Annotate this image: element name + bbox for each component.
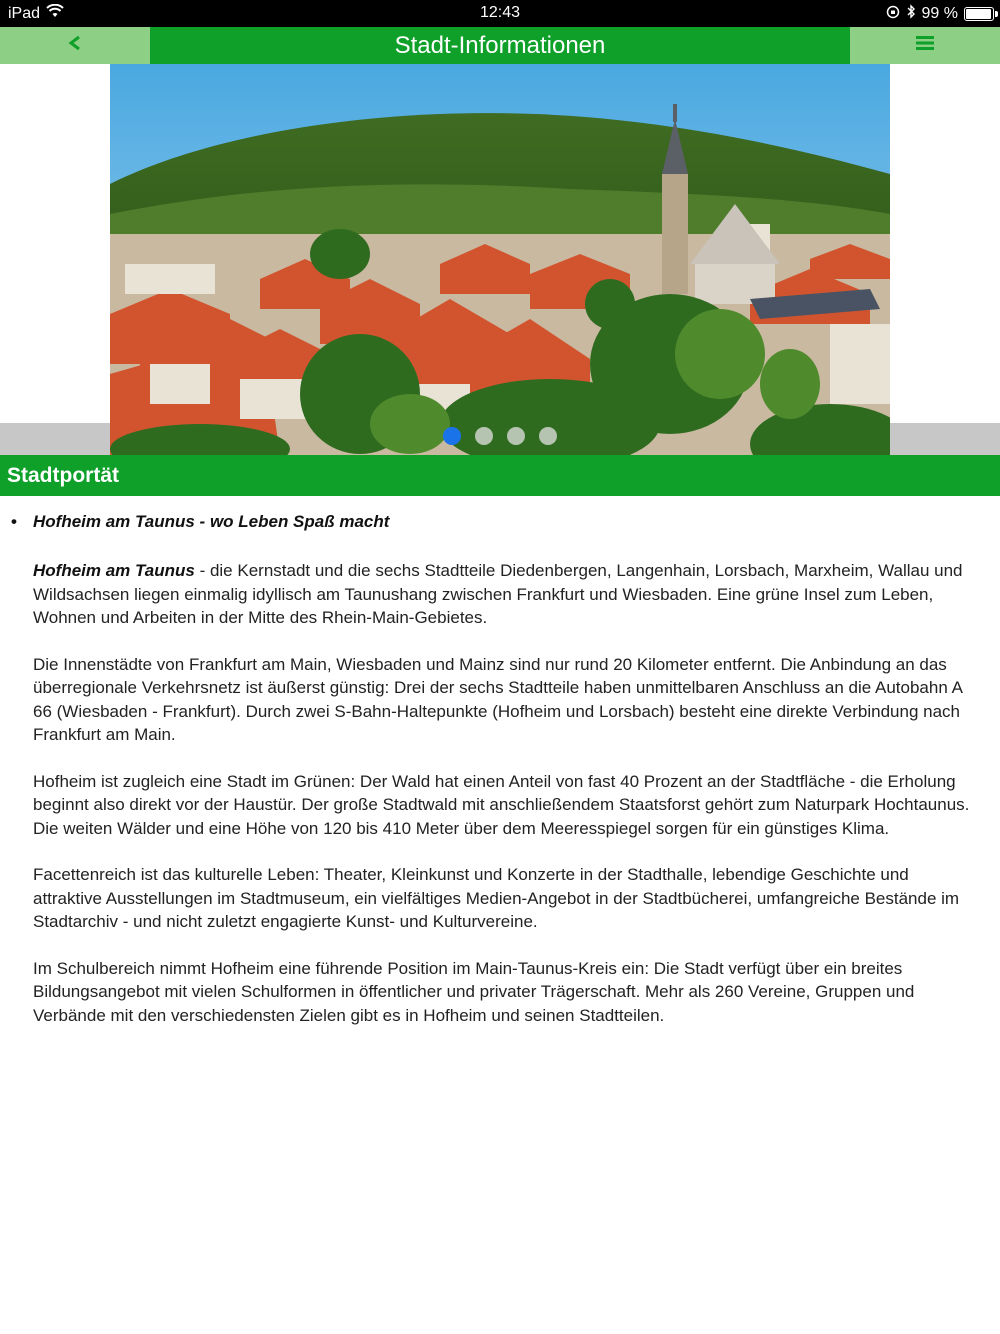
device-name: iPad (8, 4, 41, 22)
back-chevron-icon (67, 35, 83, 56)
paragraph-transport: Die Innenstädte von Frankfurt am Main, Wiesbaden und Mainz sind nur rund 20 Kilometer entfernt. Die Anbindung an das überregionale Verkehrsnetz ist äußerst günstig: Drei der sechs Stadtteile haben unmittelbaren Anschluss an die Autobahn A 66 (Wiesbaden - Frankfurt). Durch zwei S-Bahn-Haltepunkte (Hofheim und Lorsbach) besteht eine direkte Verbindung nach Frankfurt am Main. (33, 654, 962, 744)
navigation-bar (0, 27, 1000, 64)
paragraph-culture: Facettenreich ist das kulturelle Leben: Theater, Kleinkunst und Konzerte in der Stadthalle, lebendige Geschichte und attraktive Ausstellungen im Stadtmuseum, ein vielfältiges Medien-Angebot in der Stadtbücherei, umfangreiche Bestände im Stadtarchiv - und nicht zuletzt engagierte Kunst- und Kulturvereine. (33, 865, 960, 931)
town-panorama-image (110, 64, 890, 455)
intro-paragraph (0, 559, 1000, 630)
hamburger-menu-icon (916, 35, 934, 56)
carousel-dot-3[interactable] (507, 427, 525, 445)
status-bar (0, 0, 1000, 27)
battery-icon (964, 7, 994, 21)
bluetooth-icon (906, 4, 916, 24)
article-heading-text: Hofheim am Taunus - wo Leben Spaß macht (33, 512, 390, 531)
image-carousel[interactable] (110, 64, 890, 455)
battery-percent: 99 % (921, 5, 958, 22)
carousel-dot-4[interactable] (539, 427, 557, 445)
carousel-dot-2[interactable] (475, 427, 493, 445)
article-content (0, 508, 1000, 1027)
status-time: 12:43 (479, 4, 521, 21)
intro-text: - die Kernstadt und die sechs Stadtteile Diedenbergen, Langenhain, Lorsbach, Marxheim, Wallau und Wildsachsen liegen einmalig idyllisch am Taunushang zwischen Frankfurt und Wiesbaden. Eine grüne Insel zum Leben, Wohnen und Arbeiten in der Mitte des Rhein-Main-Gebietes. (33, 561, 963, 627)
article-heading (0, 508, 1000, 536)
page-title: Stadt-Informationen (150, 27, 850, 64)
section-header (0, 455, 1000, 496)
carousel-page-indicator (110, 427, 890, 445)
paragraph-nature: Hofheim ist zugleich eine Stadt im Grünen: Der Wald hat einen Anteil von fast 40 Prozent an der Stadtfläche - die Erholung beginnt also direkt vor der Haustür. Der große Stadtwald mit anschließendem Staatsforst gehört zum Naturpark Hochtaunus. Die weiten Wälder und eine Höhe von 120 bis 410 Meter über dem Meeresspiegel sorgen für ein günstiges Klima. (33, 771, 970, 838)
bullet-icon: • (11, 512, 17, 531)
orientation-lock-icon (886, 5, 900, 24)
section-title: Stadtportät (7, 463, 119, 487)
intro-bold-text: Hofheim am Taunus (33, 561, 195, 580)
menu-button[interactable] (850, 27, 1000, 64)
carousel-dot-1[interactable] (443, 427, 461, 445)
back-button[interactable] (0, 27, 150, 64)
status-right (886, 4, 994, 24)
paragraph-education: Im Schulbereich nimmt Hofheim eine führende Position im Main-Taunus-Kreis ein: Die Stadt verfügt über ein breites Bildungsangebot mit vielen Schulformen in öffentlicher und privater Trägerschaft. Mehr als 260 Vereine, Gruppen und Verbände mit den verschiedensten Zielen gibt es in Hofheim und seinen Stadtteilen. (33, 958, 915, 1025)
